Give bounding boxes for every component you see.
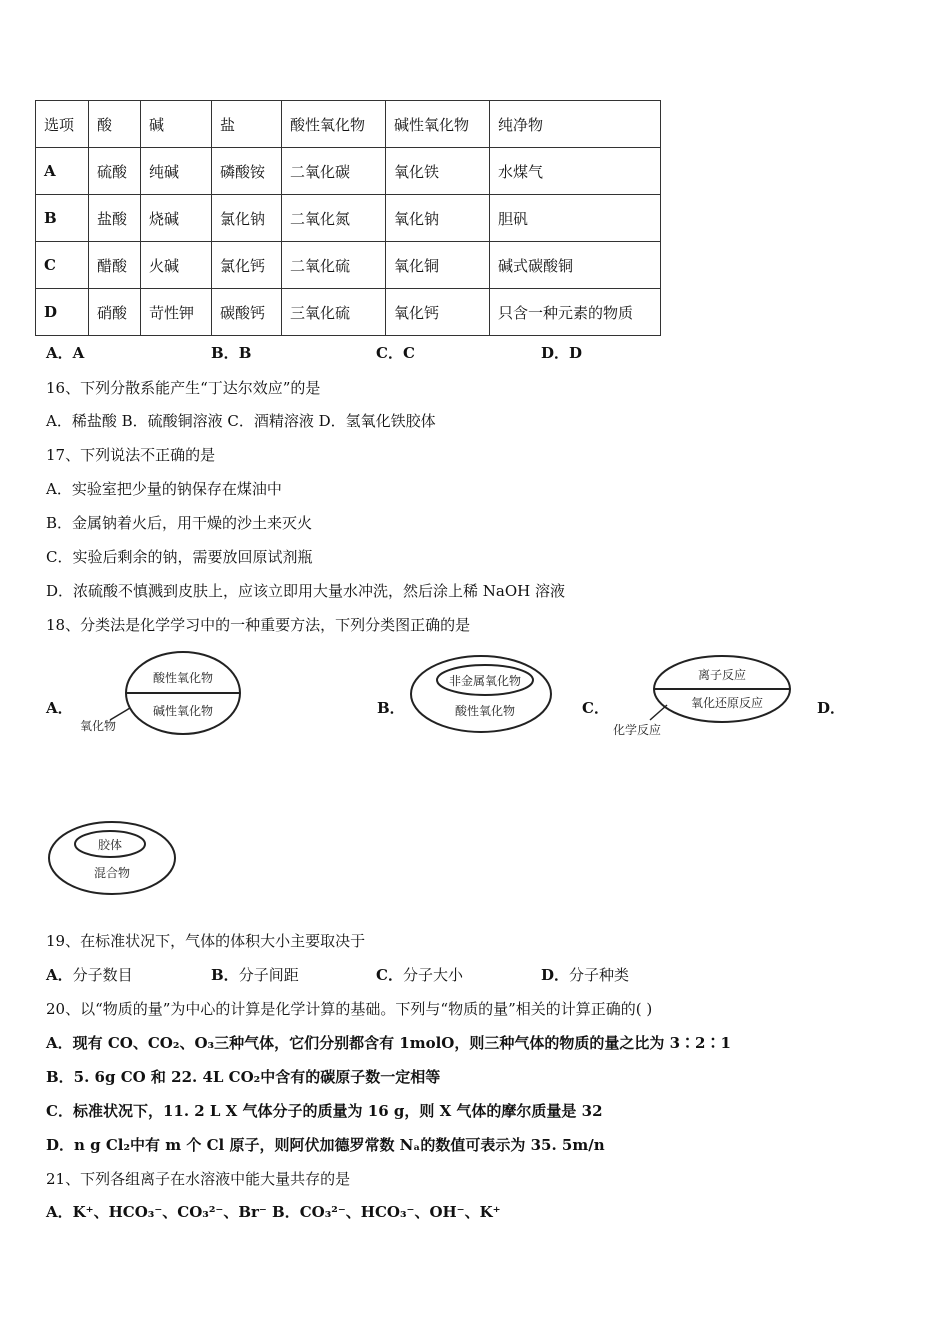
table-header-cell: 酸 [89,101,141,148]
diagram-c-bottom: 氧化还原反应 [690,696,764,710]
table-cell: 硝酸 [89,289,141,336]
option-b: B．分子间距 [211,966,299,984]
q17-stem: 17、下列说法不正确的是 [46,446,216,464]
table-header-cell: 纯净物 [490,101,661,148]
table-cell: C [36,242,89,289]
q21-options: A．K⁺、HCO₃⁻、CO₃²⁻、Br⁻ B．CO₃²⁻、HCO₃⁻、OH⁻、K⁺ [46,1203,501,1221]
q18-stem: 18、分类法是化学学习中的一种重要方法，下列分类图正确的是 [46,616,471,634]
table-cell: 氧化铜 [386,242,490,289]
table-row [36,242,661,289]
table-cell: B [36,195,89,242]
table-cell: 胆矾 [490,195,661,242]
table-cell: 二氧化硫 [282,242,386,289]
classification-table [35,100,661,336]
table-cell: 苛性钾 [141,289,212,336]
q16-stem: 16、下列分散系能产生“丁达尔效应”的是 [46,379,321,397]
table-header-row [36,101,661,148]
option-d: D．D [541,344,583,362]
diagram-d [45,818,180,898]
table-cell: 醋酸 [89,242,141,289]
table-cell: 碱式碳酸铜 [490,242,661,289]
table-cell: 磷酸铵 [212,148,282,195]
table-cell: 二氧化氮 [282,195,386,242]
diagram-d-outer: 混合物 [93,866,131,880]
q15-options [46,342,706,363]
table-row [36,148,661,195]
table-cell: 纯碱 [141,148,212,195]
diagram-a-outer: 氧化物 [79,719,117,733]
table-cell: 氧化钙 [386,289,490,336]
table-cell: D [36,289,89,336]
table-cell: A [36,148,89,195]
option-c: C．分子大小 [376,966,463,984]
diagram-d-inner: 胶体 [97,838,123,852]
option-a: A．分子数目 [46,966,133,984]
table-cell: 氯化钠 [212,195,282,242]
q16-options: A．稀盐酸 B．硫酸铜溶液 C．酒精溶液 D．氢氧化铁胶体 [46,412,436,430]
option-b: B．B [211,344,252,362]
diagram-a [70,648,250,748]
option-c: C．C [376,344,415,362]
q17-option-b: B．金属钠着火后，用干燥的沙土来灭火 [46,514,313,532]
q20-option-b: B．5. 6g CO 和 22. 4L CO₂中含有的碳原子数一定相等 [46,1068,441,1086]
q20-option-d: D．n g Cl₂中有 m 个 Cl 原子，则阿伏加德罗常数 Nₐ的数值可表示为 35. 5m/n [46,1136,605,1154]
table-header-cell: 酸性氧化物 [282,101,386,148]
q20-option-a: A．现有 CO、CO₂、O₃三种气体，它们分别都含有 1molO，则三种气体的物质的量之比为 3∶2∶1 [46,1034,731,1052]
q17-option-c: C．实验后剩余的钠，需要放回原试剂瓶 [46,548,313,566]
diagram-c [605,648,800,743]
table-header-cell: 碱 [141,101,212,148]
table-header-cell: 盐 [212,101,282,148]
q20-stem: 20、以“物质的量”为中心的计算是化学计算的基础。下列与“物质的量”相关的计算正确的( ) [46,1000,653,1018]
table-cell: 烧碱 [141,195,212,242]
table-cell: 水煤气 [490,148,661,195]
table-header-cell: 碱性氧化物 [386,101,490,148]
q18-label-d: D． [817,699,846,717]
q17-option-d: D．浓硫酸不慎溅到皮肤上，应该立即用大量水冲洗，然后涂上稀 NaOH 溶液 [46,582,566,600]
table-cell: 火碱 [141,242,212,289]
table-header-cell: 选项 [36,101,89,148]
diagram-a-top: 酸性氧化物 [152,671,214,685]
table-row [36,289,661,336]
table-row [36,195,661,242]
q18-label-c: C． [582,699,609,717]
diagram-a-bottom: 碱性氧化物 [152,704,214,718]
table-cell: 碳酸钙 [212,289,282,336]
diagram-c-top: 离子反应 [697,668,747,682]
q19-options [46,964,706,985]
table-cell: 二氧化碳 [282,148,386,195]
diagram-b [405,650,560,740]
q17-option-a: A．实验室把少量的钠保存在煤油中 [46,480,282,498]
table-cell: 氧化钠 [386,195,490,242]
table-cell: 硫酸 [89,148,141,195]
table-cell: 氯化钙 [212,242,282,289]
table-cell: 只含一种元素的物质 [490,289,661,336]
q18-label-a: A． [46,699,73,717]
table-cell: 盐酸 [89,195,141,242]
option-d: D．分子种类 [541,966,630,984]
diagram-b-outer: 酸性氧化物 [454,704,516,718]
q19-stem: 19、在标准状况下，气体的体积大小主要取决于 [46,932,366,950]
table-cell: 氧化铁 [386,148,490,195]
table-cell: 三氧化硫 [282,289,386,336]
q20-option-c: C．标准状况下，11. 2 L X 气体分子的质量为 16 g，则 X 气体的摩尔质量是 32 [46,1102,603,1120]
diagram-c-outer: 化学反应 [612,723,662,737]
option-a: A．A [46,344,85,362]
q21-stem: 21、下列各组离子在水溶液中能大量共存的是 [46,1170,351,1188]
q18-label-b: B． [377,699,405,717]
diagram-b-inner: 非金属氧化物 [448,674,522,688]
